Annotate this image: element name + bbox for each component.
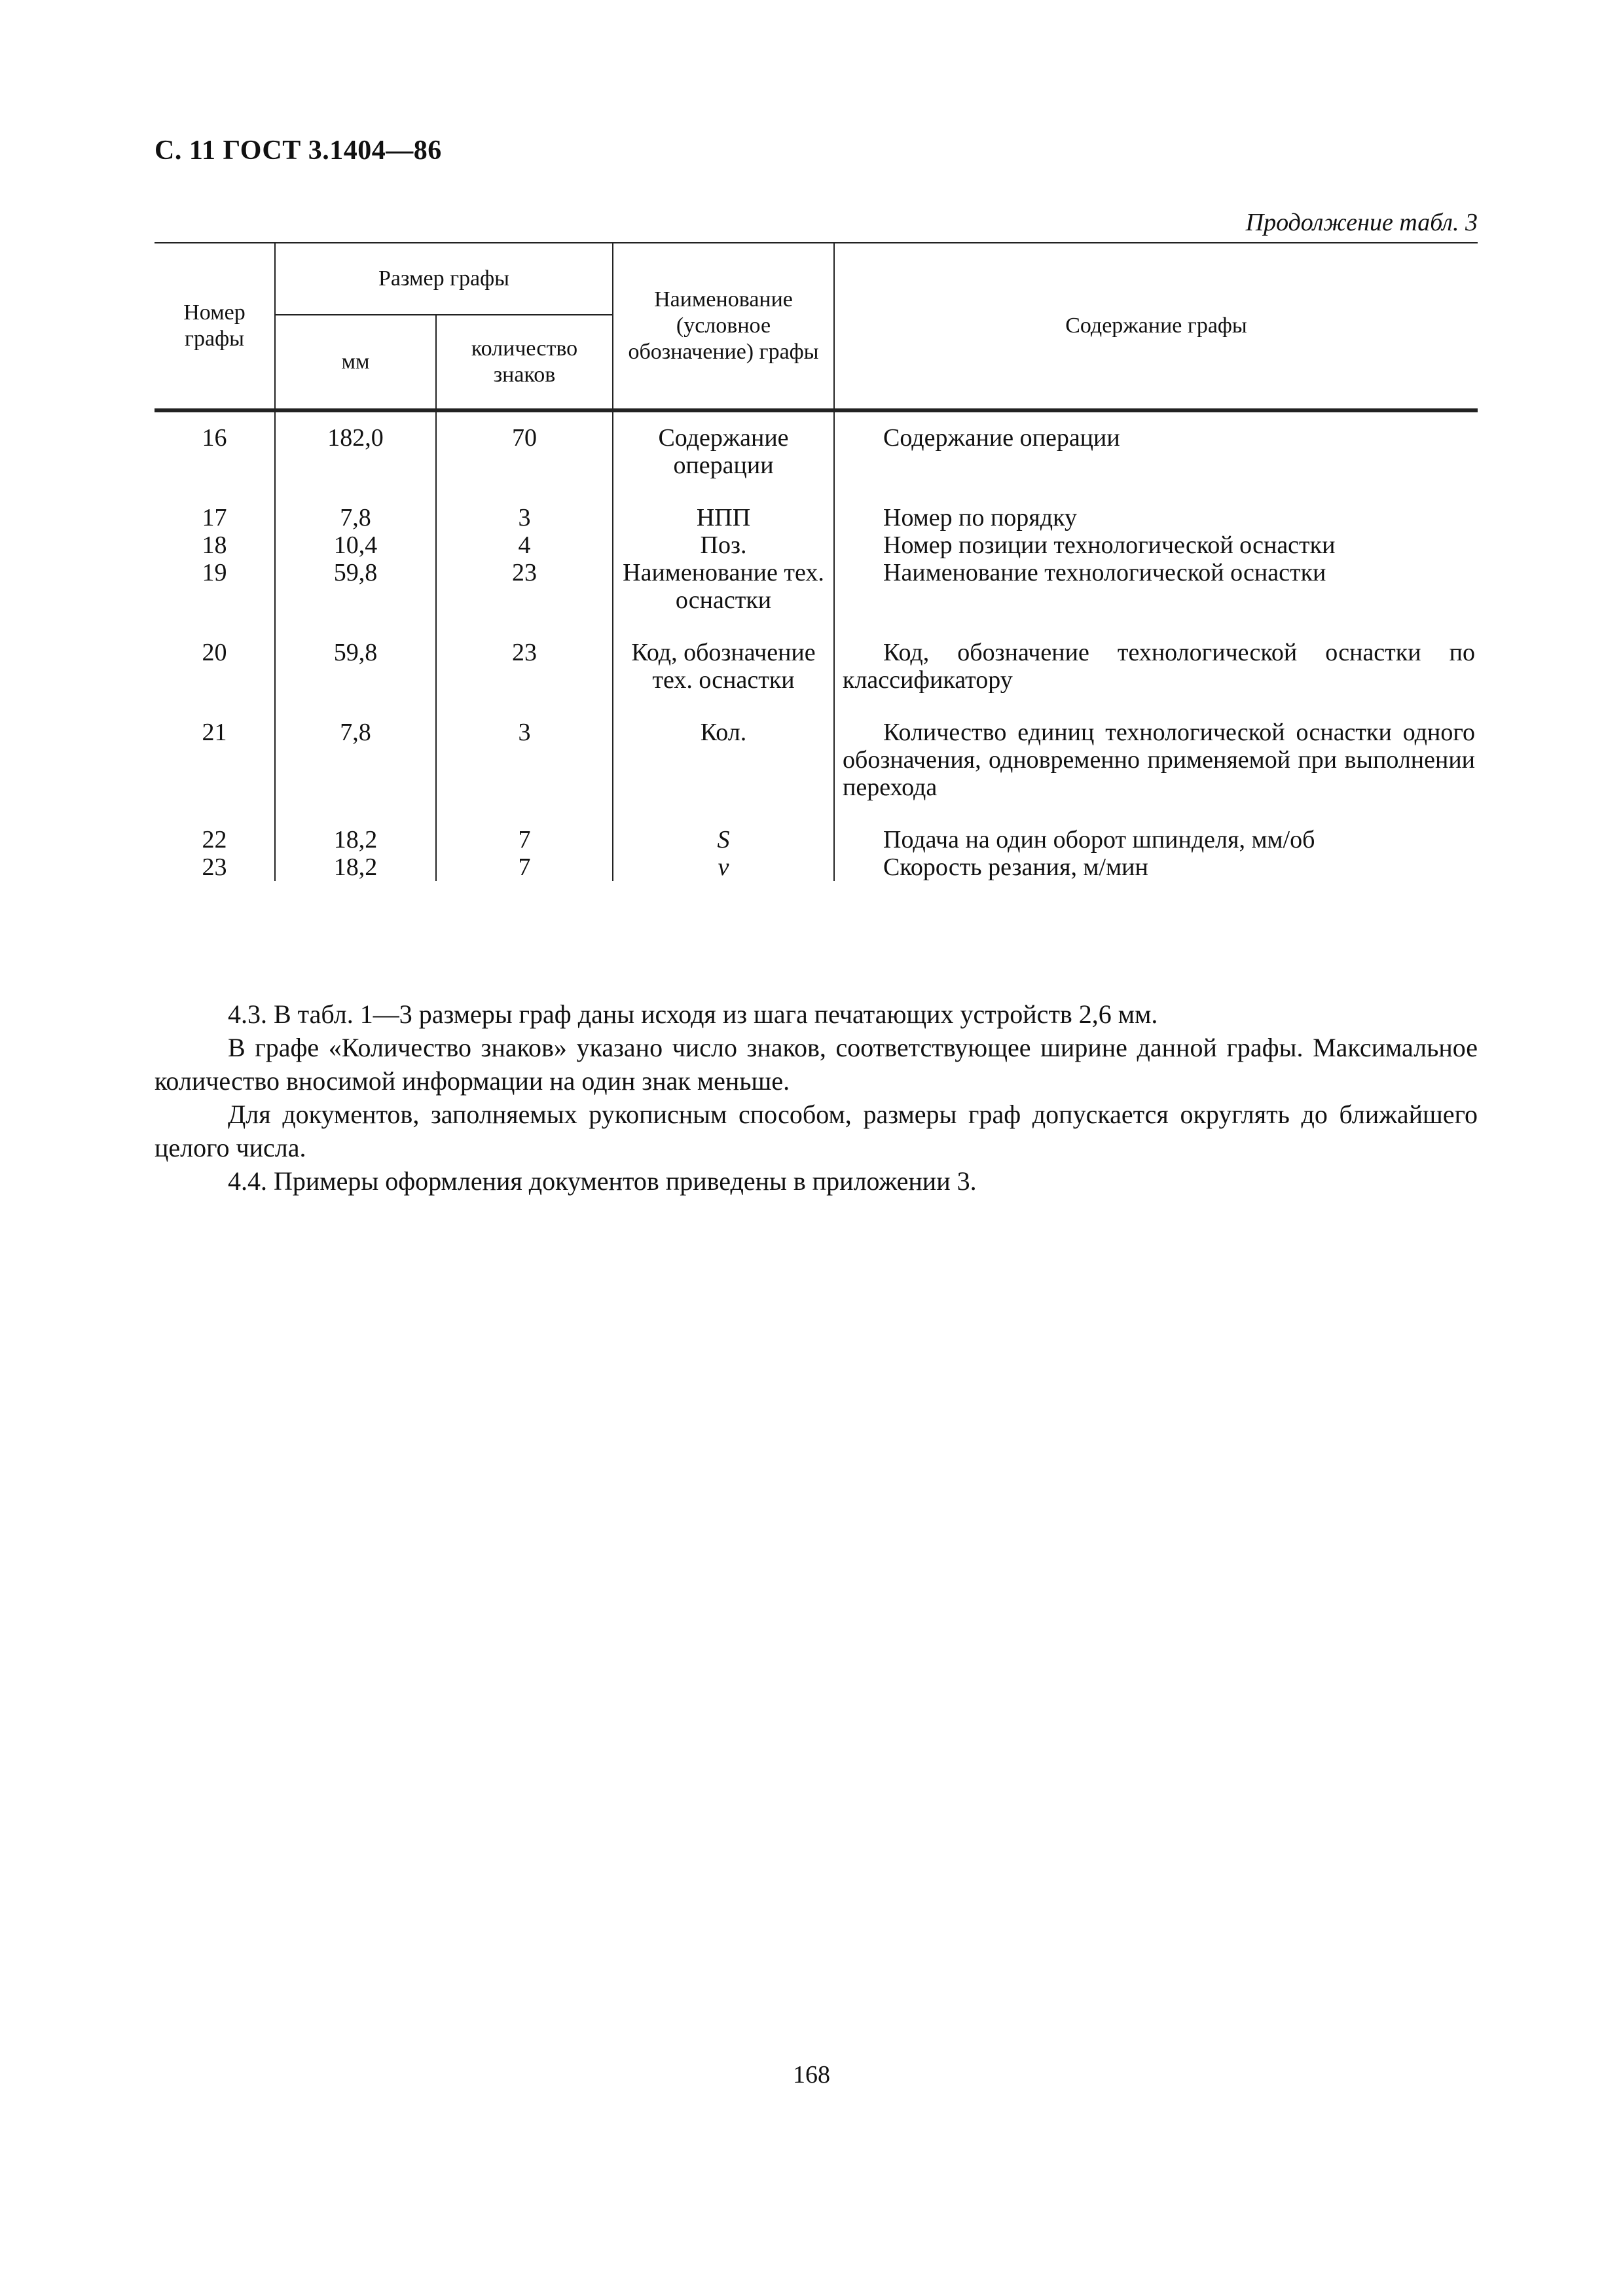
- cell-content: [834, 639, 1478, 719]
- table-row: [155, 410, 1478, 504]
- cell-content-text: Номер позиции технологической оснастки: [883, 531, 1336, 559]
- cell-content: [834, 719, 1478, 826]
- cell-number: 21: [202, 719, 227, 746]
- cell-name: Код, обозначение тех. оснастки: [613, 639, 834, 719]
- paragraph: 4.4. Примеры оформления документов приведены в приложении 3.: [228, 1166, 977, 1196]
- body-text: [155, 997, 1478, 1198]
- cell-number: 19: [202, 559, 227, 586]
- cell-content: [834, 410, 1478, 504]
- cell-chars: 23: [436, 559, 613, 639]
- cell-name: Кол.: [613, 719, 834, 826]
- cell-number: 16: [202, 424, 227, 452]
- cell-content-text: Скорость резания, м/мин: [883, 853, 1148, 881]
- cell-mm: 10,4: [275, 531, 436, 559]
- cell-mm: 59,8: [275, 559, 436, 639]
- cell-content-text: Содержание операции: [883, 424, 1120, 452]
- cell-name: Наименование тех. оснастки: [613, 559, 834, 639]
- cell-content-text: Подача на один оборот шпинделя, мм/об: [883, 826, 1315, 853]
- paragraph: В графе «Количество знаков» указано число знаков, соответствующее ширине данной графы. Максимальное количество вносимой информации на один знак меньше.: [155, 1033, 1478, 1096]
- cell-content: [834, 559, 1478, 639]
- cell-content-text: Код, обозначение технологической оснастки по классификатору: [843, 639, 1475, 694]
- cell-mm: 7,8: [275, 719, 436, 826]
- header-column-size: Размер графы: [275, 243, 613, 315]
- cell-chars: 7: [436, 853, 613, 881]
- page-header: С. 11 ГОСТ 3.1404—86: [155, 135, 442, 166]
- cell-mm: 59,8: [275, 639, 436, 719]
- paragraph: Для документов, заполняемых рукописным способом, размеры граф допускается округлять до ближайшего целого числа.: [155, 1100, 1478, 1162]
- cell-chars: 4: [436, 531, 613, 559]
- table-row: [155, 853, 1478, 881]
- cell-content: [834, 531, 1478, 559]
- cell-name: Поз.: [613, 531, 834, 559]
- table-row: [155, 531, 1478, 559]
- cell-number: 20: [202, 639, 227, 666]
- cell-content-text: Номер по порядку: [883, 504, 1078, 531]
- specification-table: [155, 242, 1478, 881]
- table-row: [155, 719, 1478, 826]
- header-column-chars: количество знаков: [436, 315, 613, 410]
- header-column-content: Содержание графы: [834, 243, 1478, 410]
- header-column-name: Наименование (условное обозначение) графы: [613, 243, 834, 410]
- cell-content-text: Наименование технологической оснастки: [883, 559, 1326, 586]
- cell-content: [834, 504, 1478, 531]
- cell-number: 22: [202, 826, 227, 853]
- cell-mm: 18,2: [275, 826, 436, 853]
- cell-number: 23: [202, 853, 227, 881]
- cell-content: [834, 853, 1478, 881]
- table-row: [155, 826, 1478, 853]
- cell-chars: 3: [436, 719, 613, 826]
- cell-chars: 7: [436, 826, 613, 853]
- cell-mm: 182,0: [275, 410, 436, 504]
- header-column-mm: мм: [275, 315, 436, 410]
- paragraph: 4.3. В табл. 1—3 размеры граф даны исходя из шага печатающих устройств 2,6 мм.: [228, 999, 1158, 1029]
- cell-mm: 18,2: [275, 853, 436, 881]
- header-column-number: Номер графы: [155, 243, 275, 410]
- table-row: [155, 504, 1478, 531]
- cell-name: Содержание операции: [613, 410, 834, 504]
- cell-name: S: [613, 826, 834, 853]
- table-row: [155, 559, 1478, 639]
- cell-name: НПП: [613, 504, 834, 531]
- page-number: 168: [793, 2061, 830, 2089]
- cell-content: [834, 826, 1478, 853]
- cell-chars: 70: [436, 410, 613, 504]
- cell-chars: 23: [436, 639, 613, 719]
- cell-name: v: [613, 853, 834, 881]
- cell-mm: 7,8: [275, 504, 436, 531]
- cell-number: 17: [202, 504, 227, 531]
- table-continuation-label: Продолжение табл. 3: [1245, 209, 1478, 236]
- cell-number: 18: [202, 531, 227, 559]
- cell-content-text: Количество единиц технологической оснастки одного обозначения, одновременно применяемой при выполнении перехода: [843, 719, 1475, 801]
- cell-chars: 3: [436, 504, 613, 531]
- table-row: [155, 639, 1478, 719]
